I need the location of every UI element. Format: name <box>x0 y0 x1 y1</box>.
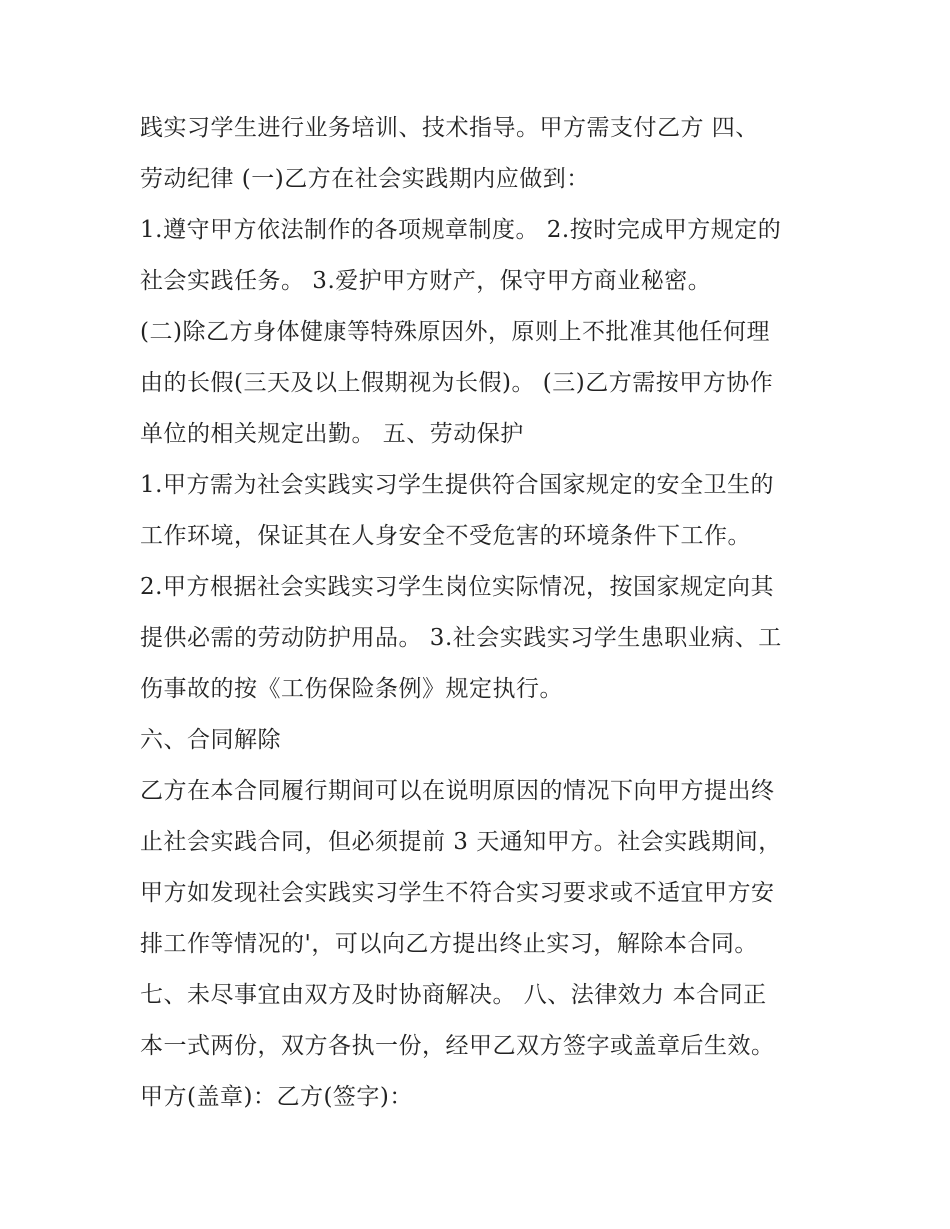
text-line: 乙方在本合同履行期间可以在说明原因的情况下向甲方提出终 <box>140 778 775 804</box>
text-line: (二)除乙方身体健康等特殊原因外，原则上不批准其他任何理 <box>140 319 770 345</box>
text-line: 提供必需的劳动防护用品。 3.社会实践实习学生患职业病、工 <box>140 625 782 651</box>
text-line: 工作环境，保证其在人身安全不受危害的环境条件下工作。 <box>140 523 751 549</box>
text-line: 甲方如发现社会实践实习学生不符合实习要求或不适宜甲方安 <box>140 880 775 906</box>
text-line: 本一式两份，双方各执一份，经甲乙双方签字或盖章后生效。 <box>140 1033 775 1059</box>
text-line: 践实习学生进行业务培训、技术指导。甲方需支付乙方 四、 <box>140 115 759 141</box>
text-line: 由的长假(三天及以上假期视为长假)。 (三)乙方需按甲方协作 <box>140 370 774 396</box>
text-line: 社会实践任务。 3.爱护甲方财产，保守甲方商业秘密。 <box>140 268 712 294</box>
text-line: 单位的相关规定出勤。 五、劳动保护 <box>140 421 524 447</box>
section-heading: 六、合同解除 <box>140 727 281 753</box>
text-line: 2.甲方根据社会实践实习学生岗位实际情况，按国家规定向其 <box>140 574 774 600</box>
text-line: 止社会实践合同，但必须提前 3 天通知甲方。社会实践期间， <box>140 829 782 855</box>
text-line: 七、未尽事宜由双方及时协商解决。 八、法律效力 本合同正 <box>140 982 767 1008</box>
text-line: 1.甲方需为社会实践实习学生提供符合国家规定的安全卫生的 <box>140 472 774 498</box>
contract-text-body <box>140 103 830 1123</box>
text-line: 排工作等情况的'，可以向乙方提出终止实习，解除本合同。 <box>140 931 758 957</box>
text-line: 伤事故的按《工伤保险条例》规定执行。 <box>140 676 563 702</box>
text-line: 1.遵守甲方依法制作的各项规章制度。 2.按时完成甲方规定的 <box>140 217 782 243</box>
text-line: 劳动纪律 (一)乙方在社会实践期内应做到： <box>140 166 590 192</box>
signature-line: 甲方(盖章)：乙方(签字)： <box>140 1084 413 1110</box>
